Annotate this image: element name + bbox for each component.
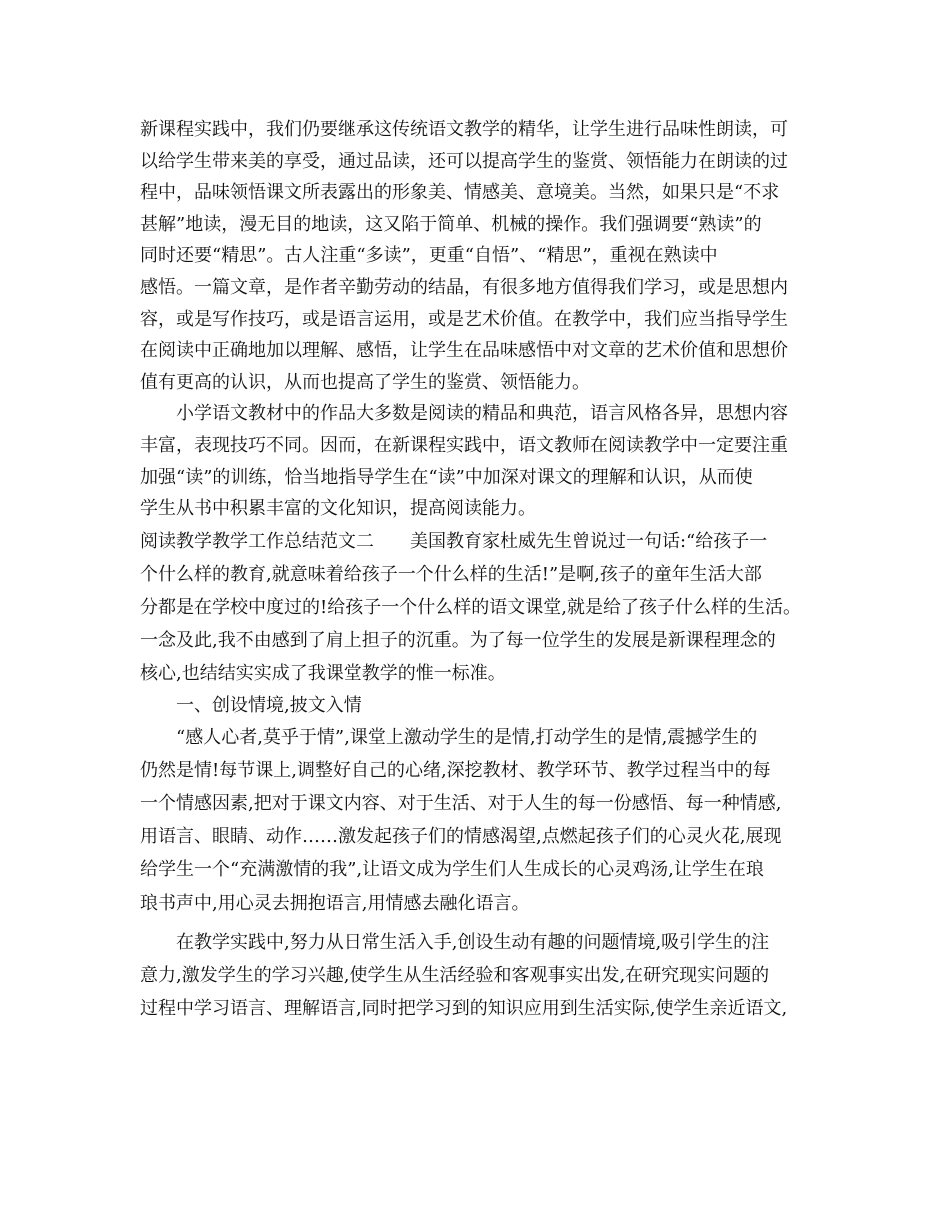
text-line: 过程中学习语言、理解语言,同时把学习到的知识应用到生活实际,使学生亲近语文,	[140, 998, 788, 1020]
text-line: 加强“读”的训练，恰当地指导学生在“读”中加深对课文的理解和认识，从而使	[140, 466, 753, 488]
section-one	[140, 114, 830, 525]
text-line: 程中，品味领悟课文所表露出的形象美、情感美、意境美。当然，如果只是“不求	[140, 182, 780, 204]
document-body	[140, 114, 830, 1025]
text-line: 新课程实践中，我们仍要继承这传统语文教学的精华，让学生进行品味性朗读，可	[140, 119, 788, 140]
text-line: 值有更高的认识，从而也提高了学生的鉴赏、领悟能力。	[140, 371, 590, 393]
text-line: 一个情感因素,把对于课文内容、对于生活、对于人生的每一份感悟、每一种情感,	[140, 793, 782, 815]
text-line: 容，或是写作技巧，或是语言运用，或是艺术价值。在教学中，我们应当指导学生	[140, 308, 788, 330]
text-line: 给学生一个“充满激情的我”,让语文成为学生们人生成长的心灵鸡汤,让学生在琅	[140, 859, 764, 881]
text-line: 阅读教学教学工作总结范文二 美国教育家杜威先生曾说过一句话:“给孩子一	[140, 530, 768, 552]
text-line: 学生从书中积累丰富的文化知识，提高阅读能力。	[140, 498, 536, 520]
text-line: 核心,也结结实实成了我课堂教学的惟一标准。	[140, 663, 506, 685]
text-line: 小学语文教材中的作品大多数是阅读的精品和典范，语言风格各异，思想内容	[140, 403, 788, 425]
text-line: 个什么样的教育,就意味着给孩子一个什么样的生活!”是啊,孩子的童年生活大部	[140, 563, 762, 585]
text-line: 在阅读中正确地加以理解、感悟，让学生在品味感悟中对文章的艺术价值和思想价	[140, 340, 788, 362]
text-line: 感悟。一篇文章，是作者辛勤劳动的结晶，有很多地方值得我们学习，或是思想内	[140, 276, 788, 298]
text-line: 琅书声中,用心灵去拥抱语言,用情感去融化语言。	[140, 892, 530, 914]
text-line: 用语言、眼睛、动作……激发起孩子们的情感渴望,点燃起孩子们的心灵火花,展现	[140, 826, 782, 848]
section-heading: 一、创设情境,披文入情	[140, 694, 362, 716]
text-line: 一念及此,我不由感到了肩上担子的沉重。为了每一位学生的发展是新课程理念的	[140, 630, 776, 652]
section-two	[140, 525, 830, 1026]
text-line: 意力,激发学生的学习兴趣,使学生从生活经验和客观事实出发,在研究现实问题的	[140, 964, 770, 986]
text-line: 在教学实践中,努力从日常生活入手,创设生动有趣的问题情境,吸引学生的注	[140, 931, 770, 953]
text-line: “感人心者,莫乎于情”,课堂上激动学生的是情,打动学生的是情,震撼学生的	[140, 726, 758, 748]
text-line: 同时还要“精思”。古人注重“多读”，更重“自悟”、“精思”，重视在熟读中	[140, 245, 718, 267]
text-line: 仍然是情!每节课上,调整好自己的心绪,深挖教材、教学环节、教学过程当中的每	[140, 759, 771, 781]
text-line: 分都是在学校中度过的!给孩子一个什么样的语文课堂,就是给了孩子什么样的生活。	[140, 597, 801, 619]
text-line: 甚解”地读，漫无目的地读，这又陷于简单、机械的操作。我们强调要“熟读”的	[140, 213, 762, 235]
text-line: 以给学生带来美的享受，通过品读，还可以提高学生的鉴赏、领悟能力在朗读的过	[140, 150, 788, 172]
text-line: 丰富，表现技巧不同。因而，在新课程实践中，语文教师在阅读教学中一定要注重	[140, 434, 788, 456]
